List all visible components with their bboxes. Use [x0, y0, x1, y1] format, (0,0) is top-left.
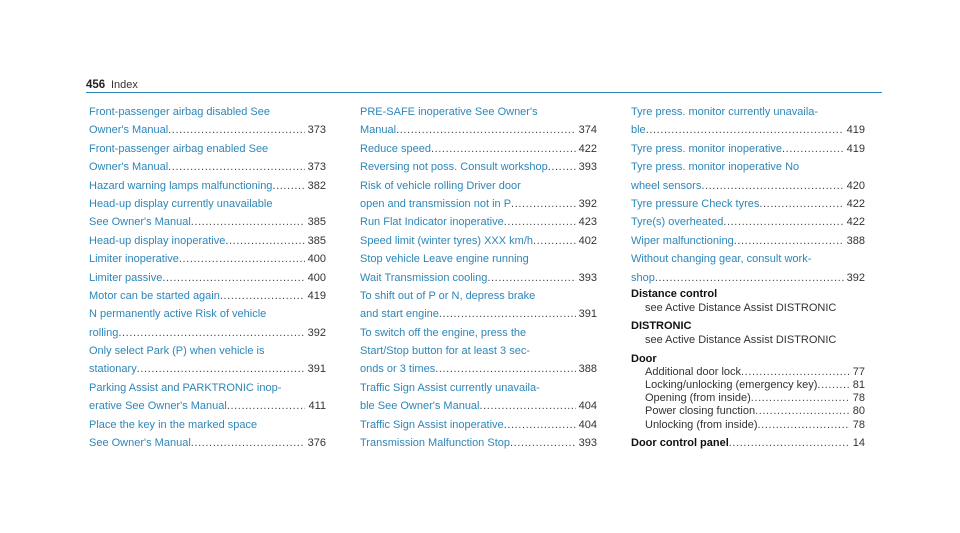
entry-page: 385 [307, 216, 326, 229]
index-entry[interactable] [89, 342, 326, 360]
entry-text: Start/Stop button for at least 3 sec- [360, 345, 530, 358]
index-entry[interactable] [631, 213, 865, 231]
index-entry[interactable] [360, 360, 597, 378]
index-entry[interactable] [631, 103, 865, 121]
index-entry[interactable] [360, 250, 597, 268]
entry-page: 385 [307, 234, 326, 247]
entry-page: 391 [578, 308, 597, 321]
entry-text: Front-passenger airbag enabled See [89, 142, 269, 155]
entry-text: ble [631, 124, 646, 137]
index-entry[interactable] [631, 158, 865, 176]
index-entry[interactable] [89, 177, 326, 195]
index-entry[interactable] [360, 342, 597, 360]
entry-text: Wait Transmission cooling [360, 271, 488, 284]
index-column-2 [360, 103, 597, 452]
entry-text: Head-up display currently unavailable [89, 197, 273, 210]
entry-text: Reduce speed [360, 142, 431, 155]
index-entry-door-control-panel[interactable] [631, 434, 865, 452]
index-entry[interactable] [631, 195, 865, 213]
header-rule [86, 92, 882, 93]
entry-page: 81 [852, 379, 865, 392]
index-entry[interactable] [89, 269, 326, 287]
index-entry[interactable] [631, 177, 865, 195]
index-subentry[interactable] [631, 405, 865, 418]
index-entry[interactable] [89, 250, 326, 268]
index-entry[interactable] [360, 324, 597, 342]
see-reference: see Active Distance Assist DISTRONIC [645, 333, 837, 346]
entry-text: Parking Assist and PARKTRONIC inop- [89, 381, 282, 394]
entry-text: Front-passenger airbag disabled See [89, 106, 271, 118]
index-entry[interactable] [89, 287, 326, 305]
entry-page: 423 [578, 216, 597, 229]
entry-text: shop [631, 271, 655, 284]
index-heading-distance-control: Distance control [631, 287, 718, 300]
index-entry[interactable] [360, 195, 597, 213]
index-entry[interactable] [631, 250, 865, 268]
index-entry[interactable] [360, 213, 597, 231]
section-title: Index [111, 79, 138, 91]
index-entry[interactable] [360, 177, 597, 195]
index-entry[interactable] [89, 121, 326, 139]
index-entry[interactable] [89, 103, 326, 121]
entry-page: 391 [307, 363, 326, 376]
index-entry[interactable] [89, 232, 326, 250]
entry-page: 77 [852, 365, 865, 378]
index-entry[interactable] [360, 416, 597, 434]
entry-page: 422 [846, 197, 865, 210]
index-entry[interactable] [360, 103, 597, 121]
entry-page: 419 [846, 124, 865, 137]
entry-page: 419 [307, 289, 326, 302]
index-entry[interactable] [360, 269, 597, 287]
entry-page: 402 [578, 234, 597, 247]
entry-page: 400 [307, 253, 326, 266]
index-entry[interactable] [89, 397, 326, 415]
entry-text: stationary [89, 363, 137, 376]
entry-page: 14 [852, 436, 865, 449]
index-heading-distronic: DISTRONIC [631, 319, 692, 332]
entry-text: N permanently active Risk of vehicle [89, 308, 267, 321]
index-subentry[interactable] [631, 392, 865, 405]
index-entry[interactable] [360, 232, 597, 250]
entry-page: 393 [578, 437, 597, 450]
index-entry[interactable] [360, 434, 597, 452]
entry-text: Traffic Sign Assist inoperative [360, 418, 504, 431]
index-entry[interactable] [89, 195, 326, 213]
index-heading-door: Door [631, 352, 657, 365]
entry-text: Without changing gear, consult work- [631, 253, 812, 266]
entry-page: 388 [846, 234, 865, 247]
entry-text: Only select Park (P) when vehicle is [89, 345, 265, 358]
entry-page: 400 [307, 271, 326, 284]
index-entry[interactable] [631, 232, 865, 250]
entry-text: Limiter inoperative [89, 253, 179, 266]
entry-page: 393 [578, 271, 597, 284]
entry-text: Head-up display inoperative [89, 234, 226, 247]
entry-text: Stop vehicle Leave engine running [360, 253, 529, 266]
entry-text: Unlocking (from inside) [645, 418, 758, 431]
entry-page: 373 [307, 161, 326, 174]
entry-page: 373 [307, 124, 326, 137]
entry-text: open and transmission not in P [360, 197, 512, 210]
index-entry[interactable] [360, 158, 597, 176]
entry-text: Opening (from inside) [645, 392, 751, 405]
index-column-3 [631, 103, 865, 452]
entry-page: 376 [307, 437, 326, 450]
entry-text: Transmission Malfunction Stop [360, 437, 510, 450]
index-entry[interactable] [89, 360, 326, 378]
entry-page: 393 [578, 161, 597, 174]
entry-text: wheel sensors [631, 179, 702, 192]
entry-page: 382 [307, 179, 326, 192]
entry-text: Speed limit (winter tyres) XXX km/h [360, 234, 533, 247]
entry-text: Risk of vehicle rolling Driver door [360, 179, 521, 192]
entry-text: See Owner's Manual [89, 216, 191, 229]
index-entry[interactable] [89, 305, 326, 323]
entry-page: 392 [307, 326, 326, 339]
entry-text: See Owner's Manual [89, 437, 191, 450]
entry-text: Owner's Manual [89, 161, 169, 174]
entry-page: 422 [578, 142, 597, 155]
index-entry[interactable] [89, 158, 326, 176]
entry-page: 404 [578, 400, 597, 413]
entry-text: and start engine [360, 308, 439, 321]
entry-text: Tyre pressure Check tyres [631, 197, 760, 210]
entry-text: Power closing function [645, 405, 756, 418]
index-entry[interactable] [360, 140, 597, 158]
entry-text: Place the key in the marked space [89, 418, 258, 431]
entry-text: Limiter passive [89, 271, 163, 284]
index-entry[interactable] [89, 324, 326, 342]
entry-text: Door control panel [631, 436, 729, 449]
entry-text: Locking/unlocking (emergency key) [645, 379, 818, 392]
page-number: 456 [86, 79, 106, 91]
entry-page: 392 [846, 271, 865, 284]
index-column-1 [89, 103, 326, 452]
index-entry[interactable] [631, 121, 865, 139]
entry-text: Reversing not poss. Consult workshop [360, 161, 548, 174]
entry-page: 374 [578, 124, 597, 137]
entry-page: 411 [308, 400, 326, 413]
entry-text: onds or 3 times [360, 363, 436, 376]
index-entry[interactable] [89, 213, 326, 231]
entry-text: Manual [360, 124, 397, 137]
entry-text: ble See Owner's Manual [360, 400, 480, 413]
index-subentry[interactable] [631, 419, 865, 432]
index-subentry[interactable] [631, 379, 865, 392]
index-entry[interactable] [89, 416, 326, 434]
entry-page: 420 [846, 179, 865, 192]
entry-text: Additional door lock [645, 365, 742, 378]
index-entry[interactable] [89, 379, 326, 397]
index-subentry[interactable] [631, 366, 865, 379]
entry-text: Hazard warning lamps malfunctioning [89, 179, 273, 192]
entry-page: 419 [846, 142, 865, 155]
entry-page: 404 [578, 418, 597, 431]
see-reference: see Active Distance Assist DISTRONIC [645, 301, 837, 314]
index-entry[interactable] [360, 305, 597, 323]
entry-text: Traffic Sign Assist currently unavaila- [360, 381, 540, 394]
entry-page: 78 [852, 418, 865, 431]
entry-text: Owner's Manual [89, 124, 169, 137]
entry-text: PRE-SAFE inoperative See Owner's [360, 106, 538, 118]
entry-text: erative See Owner's Manual [89, 400, 227, 413]
index-entry[interactable] [89, 434, 326, 452]
entry-page: 392 [578, 197, 597, 210]
index-entry[interactable] [360, 287, 597, 305]
index-entry[interactable] [360, 397, 597, 415]
entry-page: 80 [852, 405, 865, 418]
index-entry[interactable] [89, 140, 326, 158]
page-header [86, 78, 882, 92]
index-entry[interactable] [631, 140, 865, 158]
entry-text: Tyre press. monitor currently unavaila- [631, 106, 819, 118]
entry-text: Run Flat Indicator inoperative [360, 216, 504, 229]
entry-text: Tyre press. monitor inoperative No [631, 161, 800, 174]
entry-text: To shift out of P or N, depress brake [360, 289, 536, 302]
entry-text: Tyre(s) overheated [631, 216, 724, 229]
entry-text: Tyre press. monitor inoperative [631, 142, 783, 155]
entry-page: 422 [846, 216, 865, 229]
index-entry[interactable] [360, 379, 597, 397]
entry-page: 78 [852, 392, 865, 405]
entry-text: rolling [89, 326, 119, 339]
index-entry[interactable] [360, 121, 597, 139]
entry-text: Motor can be started again [89, 289, 220, 302]
entry-text: To switch off the engine, press the [360, 326, 527, 339]
entry-text: Wiper malfunctioning [631, 234, 734, 247]
index-entry[interactable] [631, 269, 865, 287]
entry-page: 388 [578, 363, 597, 376]
